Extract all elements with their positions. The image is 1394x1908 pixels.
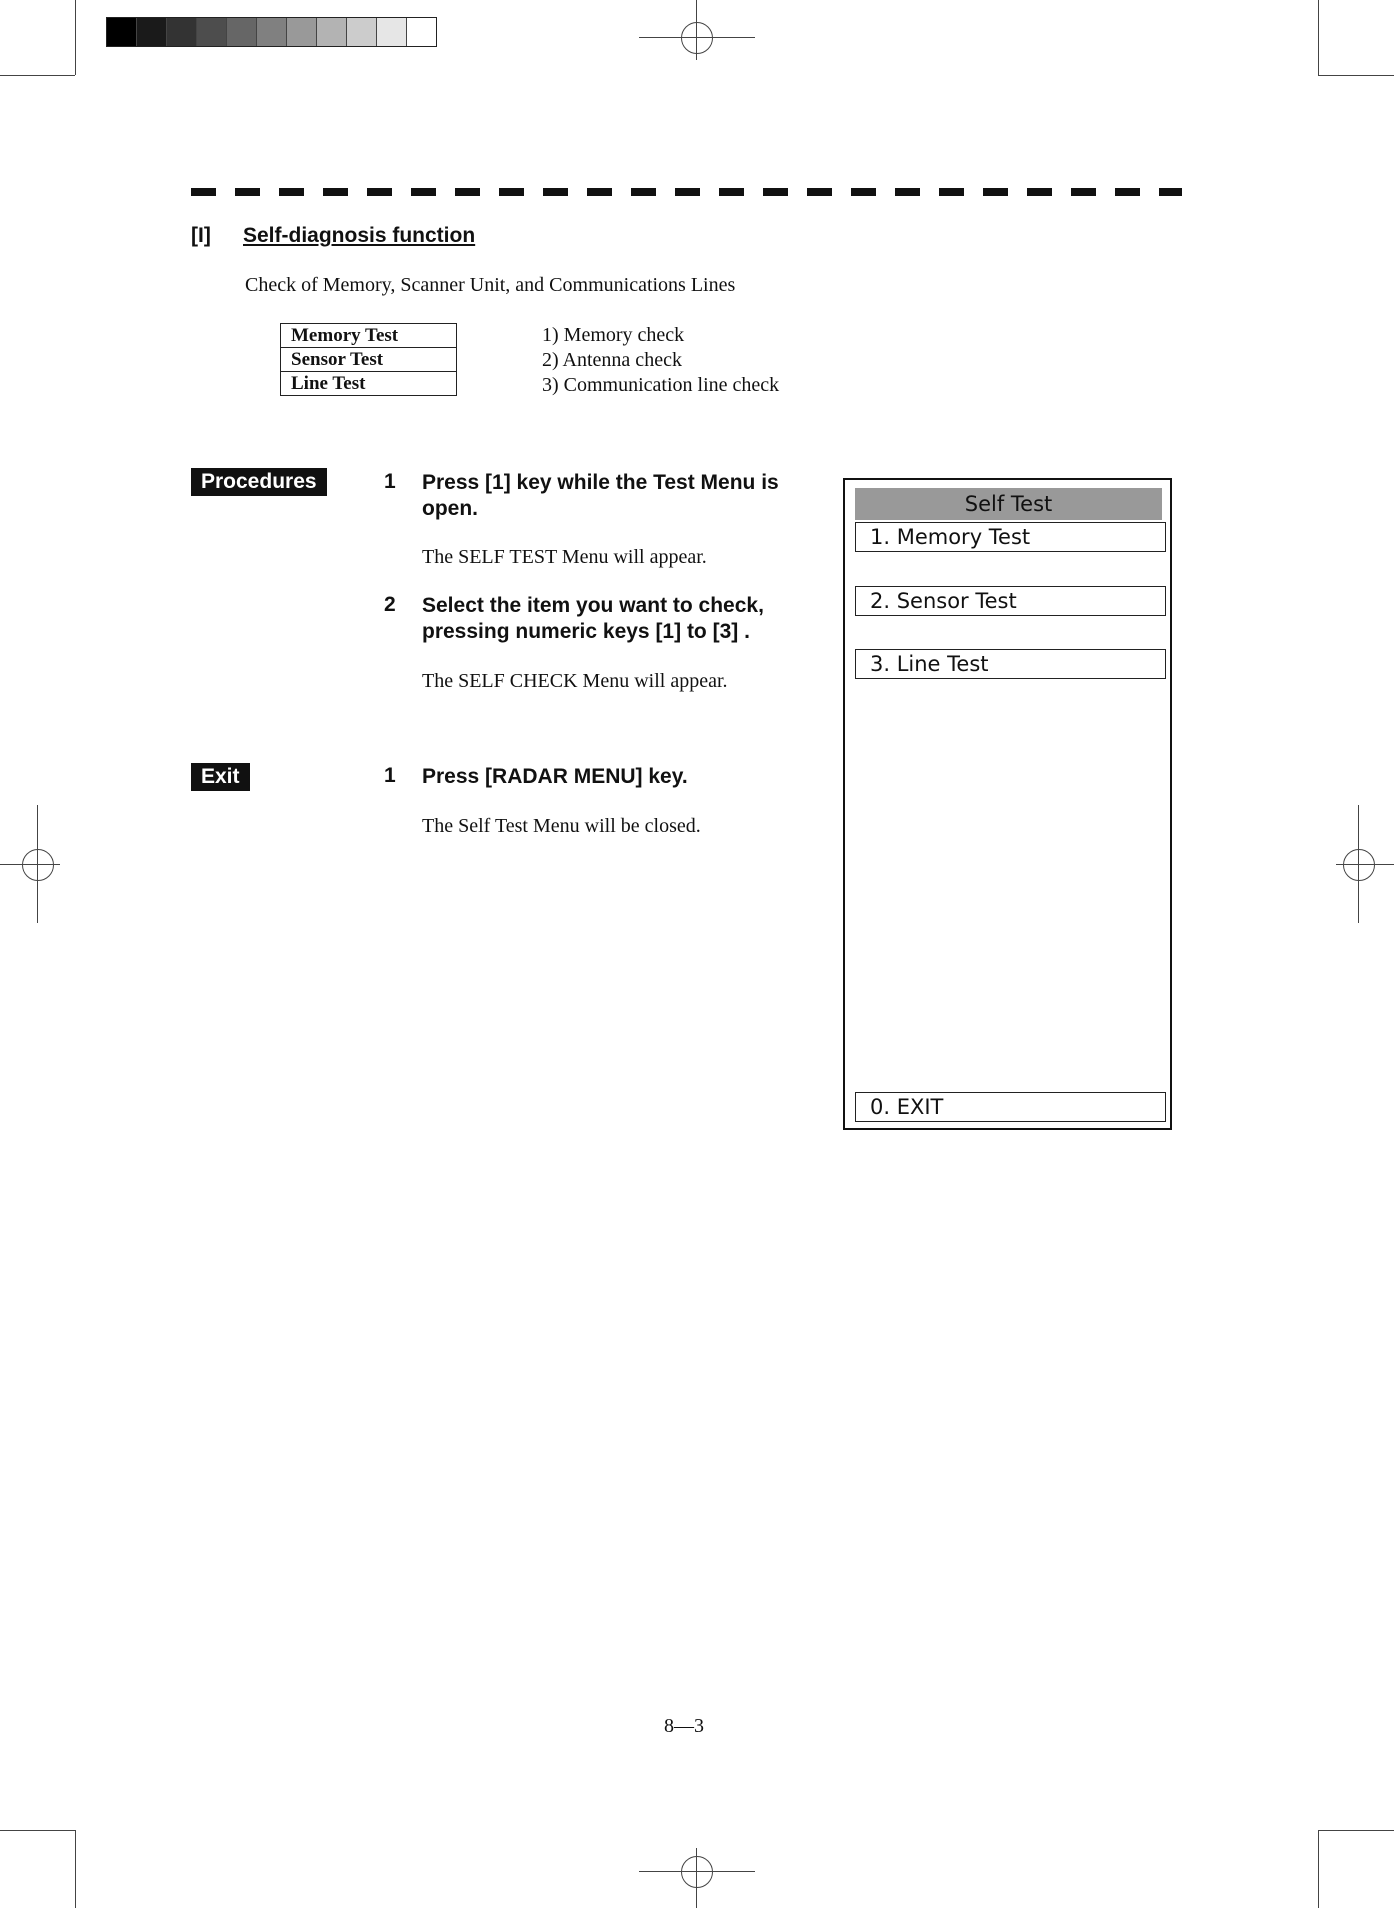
test-name: Sensor Test	[281, 348, 457, 372]
self-test-menu-panel	[843, 478, 1172, 1130]
menu-item-sensor-test[interactable]: 2. Sensor Test	[855, 586, 1166, 616]
exit-step-number: 1	[384, 764, 396, 787]
test-name: Memory Test	[281, 324, 457, 348]
menu-item-memory-test[interactable]: 1. Memory Test	[855, 522, 1166, 552]
procedure-step-note: The SELF CHECK Menu will appear.	[422, 670, 728, 692]
table-row	[281, 372, 457, 396]
section-number: [I]	[191, 224, 211, 247]
procedure-step-number: 1	[384, 470, 396, 493]
page-number: 8—3	[664, 1715, 704, 1737]
exit-step-note: The Self Test Menu will be closed.	[422, 815, 701, 837]
table-row	[281, 348, 457, 372]
menu-item-exit[interactable]: 0. EXIT	[855, 1092, 1166, 1122]
procedure-step-note: The SELF TEST Menu will appear.	[422, 546, 707, 568]
test-description: 1) Memory check	[542, 324, 685, 346]
table-row	[281, 324, 457, 348]
test-name: Line Test	[281, 372, 457, 396]
exit-label: Exit	[191, 763, 250, 791]
procedure-step-text: Press [1] key while the Test Menu is open.	[422, 471, 779, 520]
procedures-label: Procedures	[191, 468, 327, 496]
dashed-rule	[191, 188, 1182, 196]
procedure-step-text: Select the item you want to check, pressing numeric keys [1] to [3] .	[422, 594, 764, 643]
menu-item-line-test[interactable]: 3. Line Test	[855, 649, 1166, 679]
calibration-bar	[106, 17, 437, 47]
test-description: 3) Communication line check	[542, 374, 780, 396]
test-list-table	[280, 323, 457, 396]
exit-step-text: Press [RADAR MENU] key.	[422, 765, 688, 788]
test-description: 2) Antenna check	[542, 349, 682, 371]
procedure-step-number: 2	[384, 593, 396, 616]
menu-title: Self Test	[855, 488, 1162, 520]
section-intro: Check of Memory, Scanner Unit, and Communications Lines	[245, 274, 736, 296]
section-title: Self-diagnosis function	[243, 224, 476, 247]
